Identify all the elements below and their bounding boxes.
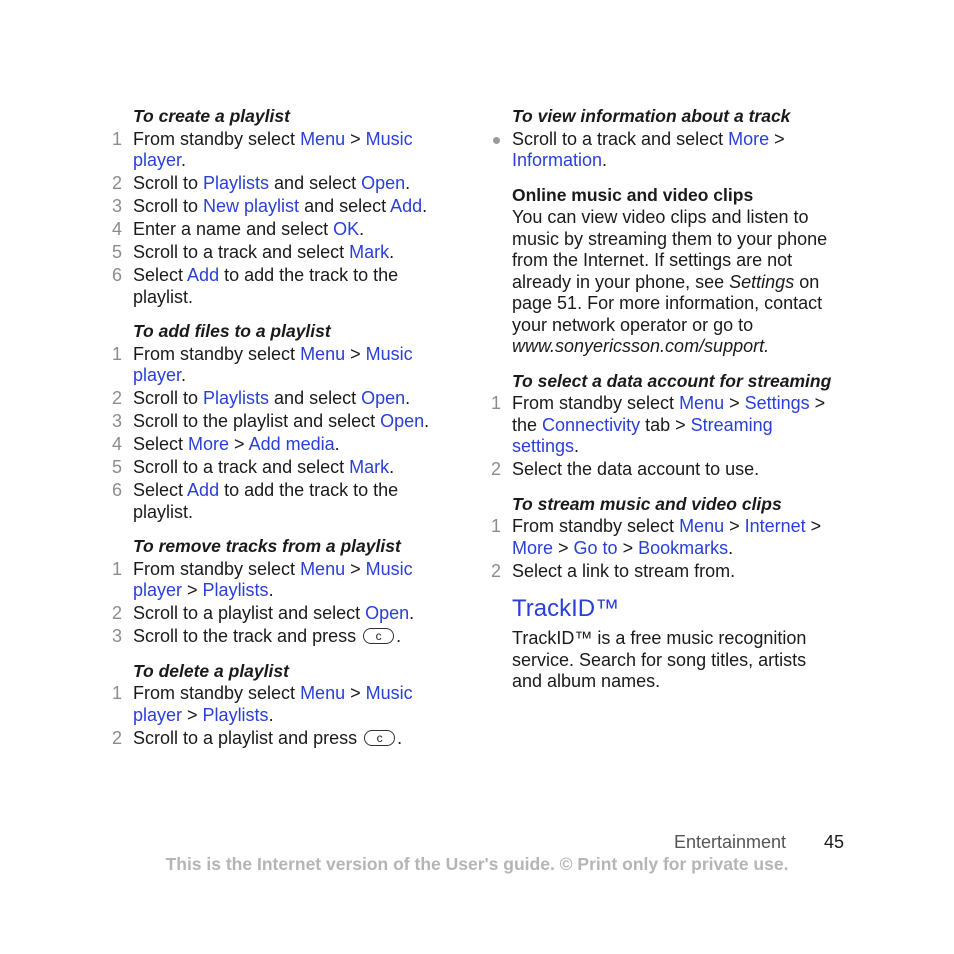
list-item: 3 Scroll to New playlist and select Add. (112, 196, 428, 216)
playlists-link[interactable]: Playlists (203, 173, 270, 193)
list-item: 1 From standby select Menu > Settings > the Connectivity tab > Streaming settings. (491, 393, 826, 456)
section-stream (491, 494, 841, 583)
new-playlist-link[interactable]: New playlist (203, 196, 300, 216)
information-link[interactable]: Information (512, 150, 603, 170)
section-title: To create a playlist (133, 106, 290, 126)
section-data-account (491, 371, 841, 481)
menu-link[interactable]: Menu (300, 128, 346, 149)
list-item: 2 Scroll to a playlist and press c . (112, 727, 403, 748)
connectivity-link[interactable]: Connectivity (542, 414, 641, 435)
section-online-music (491, 185, 841, 358)
list-item: 5 Scroll to a track and select Mark. (112, 457, 395, 477)
add-link[interactable]: Add (390, 196, 423, 216)
menu-link[interactable]: Menu (679, 516, 725, 536)
add-link[interactable]: Add (187, 265, 220, 285)
list-item: 2 Select a link to stream from. (491, 560, 736, 581)
list-item: Scroll to a track and select More > Information. (491, 129, 841, 172)
music-player-link[interactable]: Music player (133, 558, 413, 600)
streaming-settings-link[interactable]: Streaming settings (512, 414, 773, 456)
page-number: 45 (824, 832, 845, 852)
support-url: www.sonyericsson.com/support. (512, 336, 770, 356)
add-link[interactable]: Add (187, 480, 220, 500)
list-item: 2 Scroll to a playlist and select Open. (112, 603, 415, 623)
more-link[interactable]: More (728, 128, 770, 149)
playlists-link[interactable]: Playlists (202, 704, 269, 725)
more-link[interactable]: More (188, 434, 230, 454)
menu-link[interactable]: Menu (679, 393, 725, 413)
list-item: 1 From standby select Menu > Music player. (112, 343, 413, 385)
add-media-link[interactable]: Add media (248, 434, 335, 454)
music-player-link[interactable]: Music player (133, 343, 413, 385)
settings-reference: Settings (729, 271, 795, 292)
list-item: 4 Enter a name and select OK. (112, 219, 365, 239)
menu-link[interactable]: Menu (300, 683, 346, 703)
menu-link[interactable]: Menu (300, 343, 346, 364)
section-title: To remove tracks from a playlist (133, 536, 401, 556)
list-item: 2 Scroll to Playlists and select Open. (112, 388, 411, 408)
list-item: 1 From standby select Menu > Music player > Playlists. (112, 683, 413, 725)
mark-link[interactable]: Mark (349, 242, 390, 262)
right-column (491, 106, 841, 706)
open-link[interactable]: Open (380, 411, 425, 431)
section-add-files (112, 321, 462, 523)
section-title: To view information about a track (512, 106, 791, 126)
list-item: 1 From standby select Menu > Music player. (112, 128, 413, 170)
section-title: To select a data account for streaming (512, 370, 832, 391)
footer-notice: This is the Internet version of the User's guide. © Print only for private use. (165, 854, 789, 874)
music-player-link[interactable]: Music player (133, 128, 413, 170)
settings-link[interactable]: Settings (744, 393, 810, 413)
trackid-heading: TrackID™ (512, 595, 620, 622)
left-column (112, 106, 462, 762)
list-item: 1 From standby select Menu > Music player > Playlists. (112, 558, 413, 600)
music-player-link[interactable]: Music player (133, 683, 413, 725)
open-link[interactable]: Open (361, 388, 406, 408)
clear-key-icon: c (364, 730, 395, 746)
section-title: To delete a playlist (133, 660, 289, 681)
paragraph: You can view video clips and listen to music by streaming them to your phone from the Internet. If settings are not already in your phone, see Settings on page 51. For more information, contact your network operator or go to www.sonyericsson.com/support. (512, 207, 828, 356)
mark-link[interactable]: Mark (349, 457, 390, 477)
paragraph: TrackID™ is a free music recognition service. Search for song titles, artists and album names. (512, 628, 807, 691)
section-view-info (491, 106, 841, 172)
more-link[interactable]: More (512, 537, 554, 558)
section-title: To add files to a playlist (133, 321, 331, 341)
internet-link[interactable]: Internet (744, 516, 806, 536)
list-item: 6 Select Add to add the track to the playlist. (112, 265, 399, 307)
clear-key-icon: c (363, 628, 394, 644)
section-delete-playlist (112, 661, 462, 750)
ok-link[interactable]: OK (333, 219, 360, 239)
list-item: 2 Scroll to Playlists and select Open. (112, 173, 411, 193)
section-title: To stream music and video clips (512, 493, 782, 514)
playlists-link[interactable]: Playlists (202, 580, 269, 600)
list-item: 5 Scroll to a track and select Mark. (112, 242, 395, 262)
list-item: 4 Select More > Add media. (112, 434, 340, 454)
playlists-link[interactable]: Playlists (203, 388, 270, 408)
open-link[interactable]: Open (361, 173, 406, 193)
list-item: 2 Select the data account to use. (491, 459, 760, 479)
section-remove-tracks (112, 536, 462, 648)
list-item: 1 From standby select Menu > Internet > More > Go to > Bookmarks. (491, 516, 822, 558)
list-item: 3 Scroll to the playlist and select Open. (112, 411, 430, 431)
section-create-playlist (112, 106, 462, 308)
section-title: Online music and video clips (512, 184, 754, 205)
bullet-icon (493, 137, 500, 144)
list-item: 6 Select Add to add the track to the playlist. (112, 480, 399, 522)
go-to-link[interactable]: Go to (573, 537, 618, 558)
open-link[interactable]: Open (365, 603, 410, 623)
bookmarks-link[interactable]: Bookmarks (638, 537, 729, 558)
menu-link[interactable]: Menu (300, 558, 346, 579)
list-item: 3 Scroll to the track and press c . (112, 626, 402, 646)
footer-section-name: Entertainment (674, 832, 787, 852)
section-trackid (491, 595, 841, 693)
